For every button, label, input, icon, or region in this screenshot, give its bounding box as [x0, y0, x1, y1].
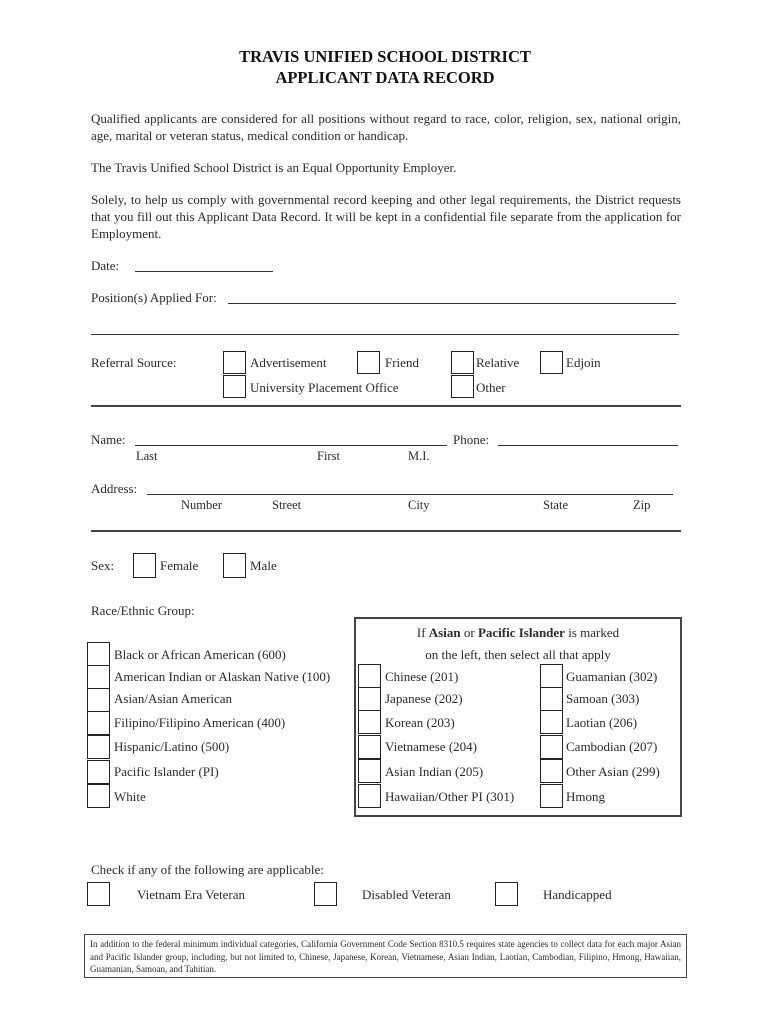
position-field[interactable]: [228, 303, 676, 304]
address-state-caption: State: [543, 498, 568, 512]
address-number-caption: Number: [181, 498, 222, 512]
race-black-checkbox[interactable]: [87, 642, 110, 666]
phone-label: Phone:: [453, 432, 490, 447]
purpose-statement: Solely, to help us comply with governmental record keeping and other legal requirements, the District requests that you fill out this Applicant Data Record. It will be kept in a confidential file separate from the application for Employment.: [91, 192, 681, 241]
male-checkbox[interactable]: [223, 553, 246, 578]
friend-option-label: Friend: [385, 355, 419, 370]
hmong-label: Hmong: [566, 789, 605, 804]
race-ethnic-label: Race/Ethnic Group:: [91, 603, 195, 618]
address-field[interactable]: [147, 494, 673, 495]
position-label: Position(s) Applied For:: [91, 290, 217, 305]
name-mi-caption: M.I.: [408, 449, 430, 463]
japanese-label: Japanese (202): [385, 691, 463, 706]
laotian-checkbox[interactable]: [540, 710, 563, 734]
name-first-caption: First: [317, 449, 340, 463]
friend-checkbox[interactable]: [357, 351, 380, 374]
form-title-line1: TRAVIS UNIFIED SCHOOL DISTRICT: [239, 47, 531, 66]
female-option-label: Female: [160, 558, 199, 573]
vietnamese-checkbox[interactable]: [358, 735, 381, 759]
hawaiian-label: Hawaiian/Other PI (301): [385, 789, 515, 804]
vietnam-veteran-label: Vietnam Era Veteran: [137, 887, 245, 902]
form-title-line2: APPLICANT DATA RECORD: [275, 68, 495, 87]
asian-pi-instruction-line2: on the left, then select all that apply: [425, 647, 611, 662]
disabled-veteran-checkbox[interactable]: [314, 882, 337, 906]
name-last-caption: Last: [136, 449, 158, 463]
other-referral-option-label: Other: [476, 380, 506, 395]
non-discrimination-statement: Qualified applicants are considered for all positions without regard to race, color, religion, sex, national origin, age, marital or veteran status, medical condition or handicap.: [91, 111, 681, 143]
university-placement-option-label: University Placement Office: [250, 380, 399, 395]
address-zip-caption: Zip: [633, 498, 651, 512]
handicapped-label: Handicapped: [543, 887, 612, 902]
sex-label: Sex:: [91, 558, 115, 573]
edjoin-option-label: Edjoin: [566, 355, 601, 370]
race-filipino-label: Filipino/Filipino American (400): [114, 715, 286, 730]
name-field[interactable]: [135, 445, 447, 446]
phone-field[interactable]: [498, 445, 678, 446]
hmong-checkbox[interactable]: [540, 784, 563, 808]
position-field-line2[interactable]: [91, 334, 679, 335]
korean-checkbox[interactable]: [358, 710, 381, 734]
race-hispanic-label: Hispanic/Latino (500): [114, 739, 230, 754]
handicapped-checkbox[interactable]: [495, 882, 518, 906]
samoan-checkbox[interactable]: [540, 687, 563, 711]
government-code-note: In addition to the federal minimum individual categories, California Government Code Section 8310.5 requires state agencies to collect data for each major Asian and Pacific Islander group, including, but not limited to, Chinese, Japanese, Korean, Vietnamese, Asian Indian, Laotian, Cambodian, Filipino, Hmong, Hawaiian, Guamanian, Samoan, and Tahitian.: [84, 934, 687, 978]
other-asian-label: Other Asian (299): [566, 764, 660, 779]
race-american-indian-label: American Indian or Alaskan Native (100): [114, 669, 331, 684]
university-placement-checkbox[interactable]: [223, 375, 246, 398]
address-city-caption: City: [408, 498, 430, 512]
korean-label: Korean (203): [385, 715, 455, 730]
asian-indian-label: Asian Indian (205): [385, 764, 484, 779]
relative-option-label: Relative: [476, 355, 520, 370]
guamanian-checkbox[interactable]: [540, 664, 563, 688]
race-american-indian-checkbox[interactable]: [87, 665, 110, 689]
japanese-checkbox[interactable]: [358, 687, 381, 711]
other-asian-checkbox[interactable]: [540, 759, 563, 783]
race-pacific-islander-checkbox[interactable]: [87, 760, 110, 784]
race-asian-checkbox[interactable]: [87, 688, 110, 712]
edjoin-checkbox[interactable]: [540, 351, 563, 374]
race-white-label: White: [114, 789, 146, 804]
race-hispanic-checkbox[interactable]: [87, 735, 110, 759]
race-white-checkbox[interactable]: [87, 784, 110, 808]
samoan-label: Samoan (303): [566, 691, 640, 706]
date-label: Date:: [91, 258, 120, 273]
race-black-label: Black or African American (600): [114, 647, 286, 662]
race-pacific-islander-label: Pacific Islander (PI): [114, 764, 219, 779]
race-asian-label: Asian/Asian American: [114, 691, 233, 706]
guamanian-label: Guamanian (302): [566, 669, 658, 684]
advertisement-option-label: Advertisement: [250, 355, 327, 370]
address-label: Address:: [91, 481, 138, 496]
race-filipino-checkbox[interactable]: [87, 711, 110, 735]
other-referral-checkbox[interactable]: [451, 375, 474, 398]
applicable-label: Check if any of the following are applicable:: [91, 862, 324, 877]
asian-indian-checkbox[interactable]: [358, 759, 381, 783]
cambodian-label: Cambodian (207): [566, 739, 658, 754]
vietnamese-label: Vietnamese (204): [385, 739, 477, 754]
asian-pi-instruction-line1: If Asian or Pacific Islander is marked: [416, 625, 620, 640]
male-option-label: Male: [250, 558, 277, 573]
section-divider: [91, 405, 681, 407]
hawaiian-checkbox[interactable]: [358, 784, 381, 808]
date-field[interactable]: [135, 271, 273, 272]
equal-opportunity-statement: The Travis Unified School District is an Equal Opportunity Employer.: [91, 160, 457, 175]
disabled-veteran-label: Disabled Veteran: [362, 887, 451, 902]
name-label: Name:: [91, 432, 126, 447]
chinese-checkbox[interactable]: [358, 664, 381, 688]
referral-source-label: Referral Source:: [91, 355, 177, 370]
laotian-label: Laotian (206): [566, 715, 638, 730]
female-checkbox[interactable]: [133, 553, 156, 578]
address-street-caption: Street: [272, 498, 302, 512]
cambodian-checkbox[interactable]: [540, 735, 563, 759]
relative-checkbox[interactable]: [451, 351, 474, 374]
vietnam-veteran-checkbox[interactable]: [87, 882, 110, 906]
advertisement-checkbox[interactable]: [223, 351, 246, 374]
chinese-label: Chinese (201): [385, 669, 459, 684]
section-divider-2: [91, 530, 681, 532]
